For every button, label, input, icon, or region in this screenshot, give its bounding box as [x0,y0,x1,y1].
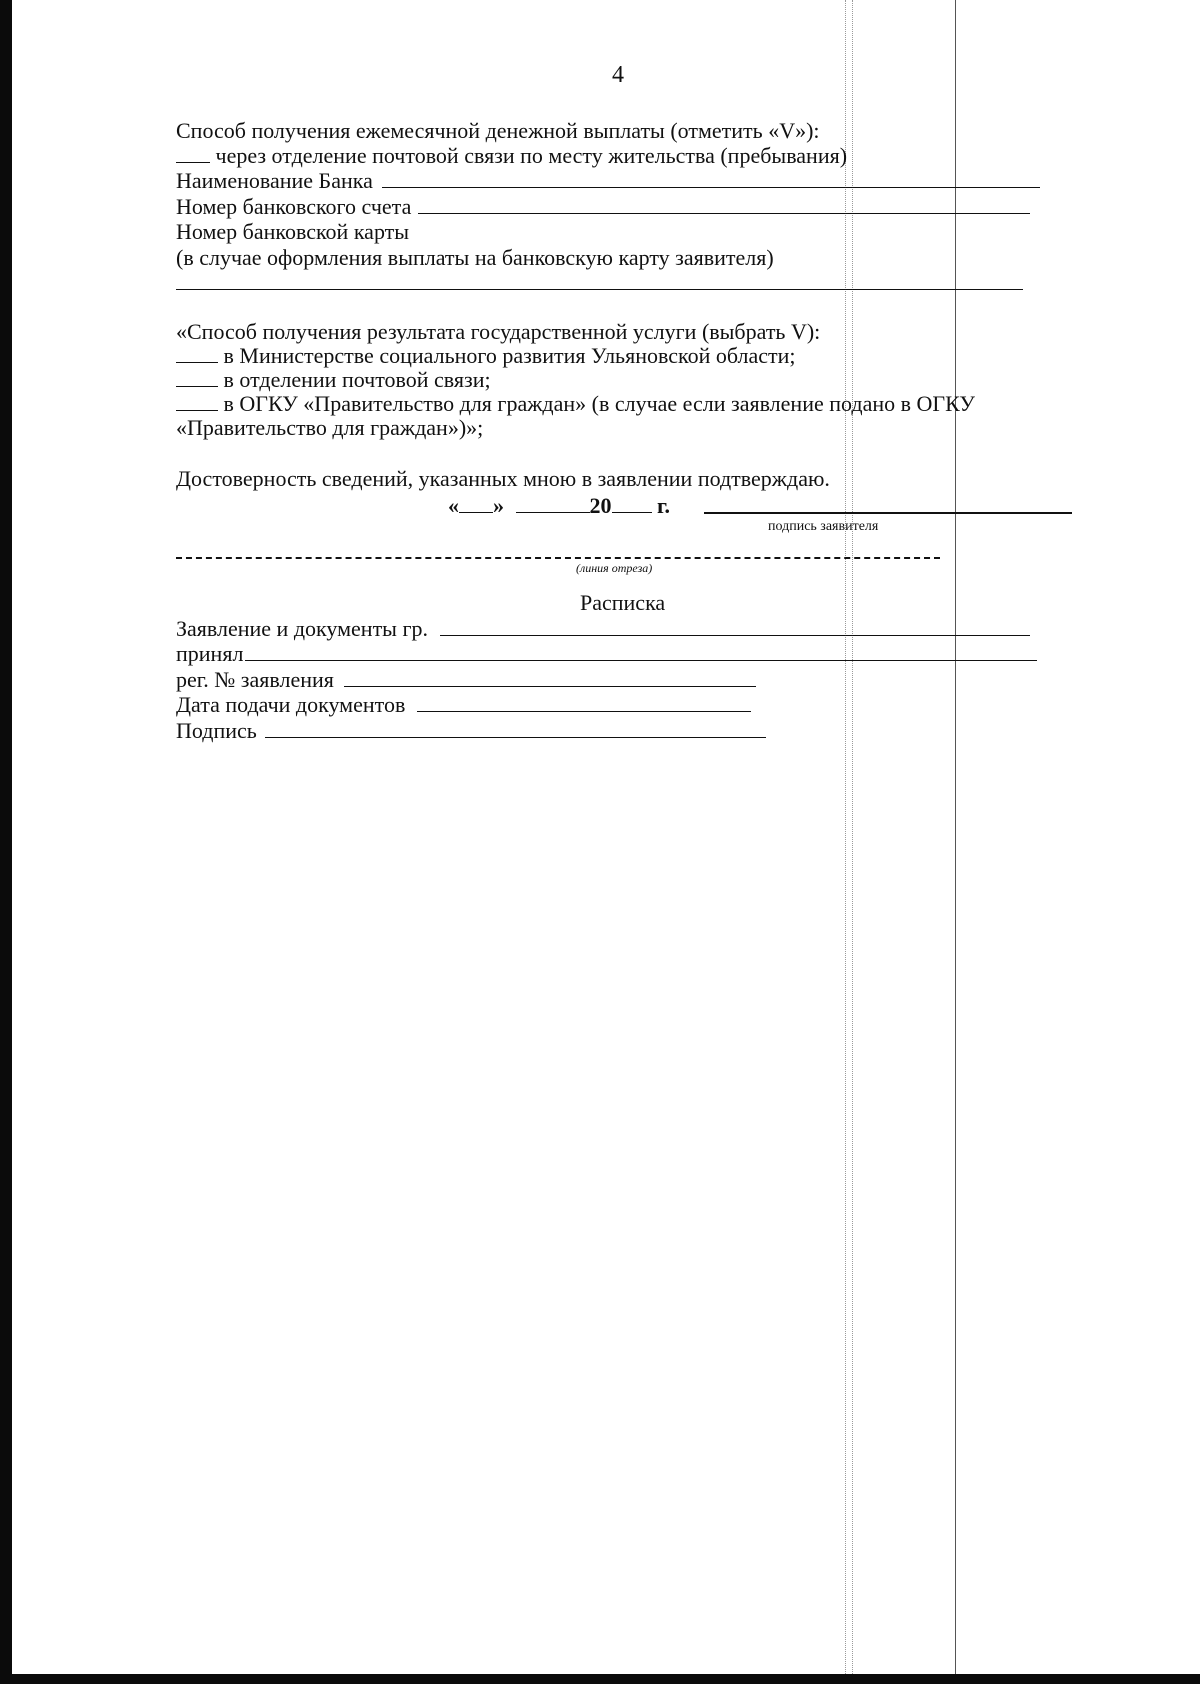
account-number-label: Номер банковского счета [176,194,412,219]
accepted-field[interactable] [245,660,1037,661]
result-option-post-label: в отделении почтовой связи; [223,367,491,392]
result-option-ministry [176,343,796,369]
page-number: 4 [612,62,624,88]
result-option-ogku-continuation: «Правительство для граждан»)»; [176,415,484,440]
checkbox-blank[interactable] [176,344,218,363]
reg-number-label: рег. № заявления [176,667,334,692]
date-field [448,493,670,519]
result-method-heading: «Способ получения результата государственной услуги (выбрать V): [176,319,821,344]
submission-date-field[interactable] [417,711,751,712]
result-option-post [176,367,491,393]
reg-number-field[interactable] [344,686,756,687]
scan-fold-line [955,0,956,1674]
receipt-signature-label: Подпись [176,718,257,743]
card-number-field[interactable] [176,289,1023,290]
checkbox-blank[interactable] [176,392,218,411]
documents-field[interactable] [440,635,1030,636]
accepted-label: принял [176,641,244,666]
date-close-quote: » [493,493,504,518]
year-suffix: г. [657,493,671,518]
result-option-ministry-label: в Министерстве социального развития Ульяновской области; [223,343,796,368]
bank-name-label: Наименование Банка [176,168,373,193]
documents-label: Заявление и документы гр. [176,616,428,641]
card-note: (в случае оформления выплаты на банковскую карту заявителя) [176,245,774,270]
year-prefix: 20 [589,493,612,518]
signature-caption: подпись заявителя [768,519,879,534]
scan-fold-line [852,0,853,1674]
month-field[interactable] [516,494,590,513]
signature-field[interactable] [704,512,1072,514]
date-open-quote: « [448,493,459,518]
receipt-signature-field[interactable] [265,737,766,738]
result-option-ogku [176,391,975,417]
scan-edge-left [0,0,12,1680]
scan-fold-line [845,0,846,1674]
cut-line-caption: (линия отреза) [576,561,653,575]
payment-option-post-label: через отделение почтовой связи по месту жительства (пребывания) [215,143,848,168]
submission-date-label: Дата подачи документов [176,692,406,717]
receipt-title: Расписка [580,590,666,615]
payment-method-heading: Способ получения ежемесячной денежной выплаты (отметить «V»): [176,118,820,143]
cut-line [176,557,940,559]
scan-edge-bottom [0,1674,1200,1684]
card-number-label: Номер банковской карты [176,219,410,244]
payment-option-post [176,143,847,169]
year-field[interactable] [612,494,652,513]
checkbox-blank[interactable] [176,144,210,163]
checkbox-blank[interactable] [176,368,218,387]
bank-name-field[interactable] [382,187,1040,188]
result-option-ogku-label: в ОГКУ «Правительство для граждан» (в случае если заявление подано в ОГКУ [223,391,975,416]
confirmation-text: Достоверность сведений, указанных мною в заявлении подтверждаю. [176,466,830,491]
account-number-field[interactable] [418,213,1030,214]
day-field[interactable] [459,494,493,513]
